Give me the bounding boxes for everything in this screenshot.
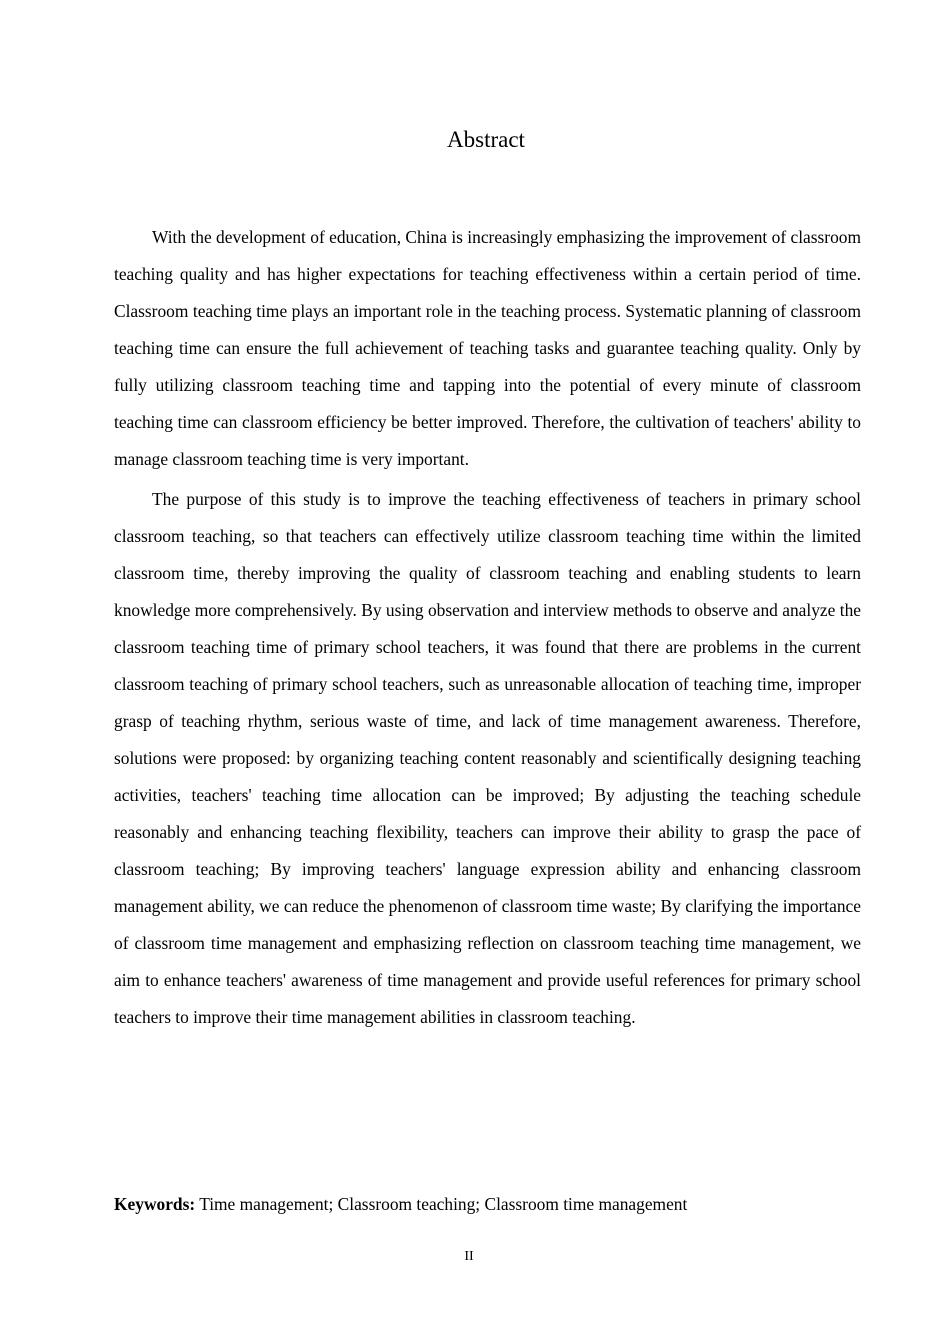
keywords-text: Time management; Classroom teaching; Classroom time management <box>195 1194 688 1214</box>
keywords-line <box>114 1190 874 1218</box>
abstract-paragraph-1: With the development of education, China is increasingly emphasizing the improvement of classroom teaching quality and has higher expectations for teaching effectiveness within a certain period of time. Classroom teaching time plays an important role in the teaching process. Systematic planning of classroom teaching time can ensure the full achievement of teaching tasks and guarantee teaching quality. Only by fully utilizing classroom teaching time and tapping into the potential of every minute of classroom teaching time can classroom efficiency be better improved. Therefore, the cultivation of teachers' ability to manage classroom teaching time is very important. <box>114 227 861 469</box>
keywords-label: Keywords: <box>114 1194 196 1214</box>
abstract-paragraph-2: The purpose of this study is to improve the teaching effectiveness of teachers in primary school classroom teaching, so that teachers can effectively utilize classroom teaching time within the limited classroom time, thereby improving the quality of classroom teaching and enabling students to learn knowledge more comprehensively. By using observation and interview methods to observe and analyze the classroom teaching time of primary school teachers, it was found that there are problems in the current classroom teaching of primary school teachers, such as unreasonable allocation of teaching time, improper grasp of teaching rhythm, serious waste of time, and lack of time management awareness. Therefore, solutions were proposed: by organizing teaching content reasonably and scientifically designing teaching activities, teachers' teaching time allocation can be improved; By adjusting the teaching schedule reasonably and enhancing teaching flexibility, teachers can improve their ability to grasp the pace of classroom teaching; By improving teachers' language expression ability and enhancing classroom management ability, we can reduce the phenomenon of classroom time waste; By clarifying the importance of classroom time management and emphasizing reflection on classroom teaching time management, we aim to enhance teachers' awareness of time management and provide useful references for primary school teachers to improve their time management abilities in classroom teaching. <box>114 489 861 1027</box>
page-number: II <box>464 1249 474 1264</box>
abstract-title: Abstract <box>447 127 525 152</box>
abstract-body <box>114 219 861 1039</box>
